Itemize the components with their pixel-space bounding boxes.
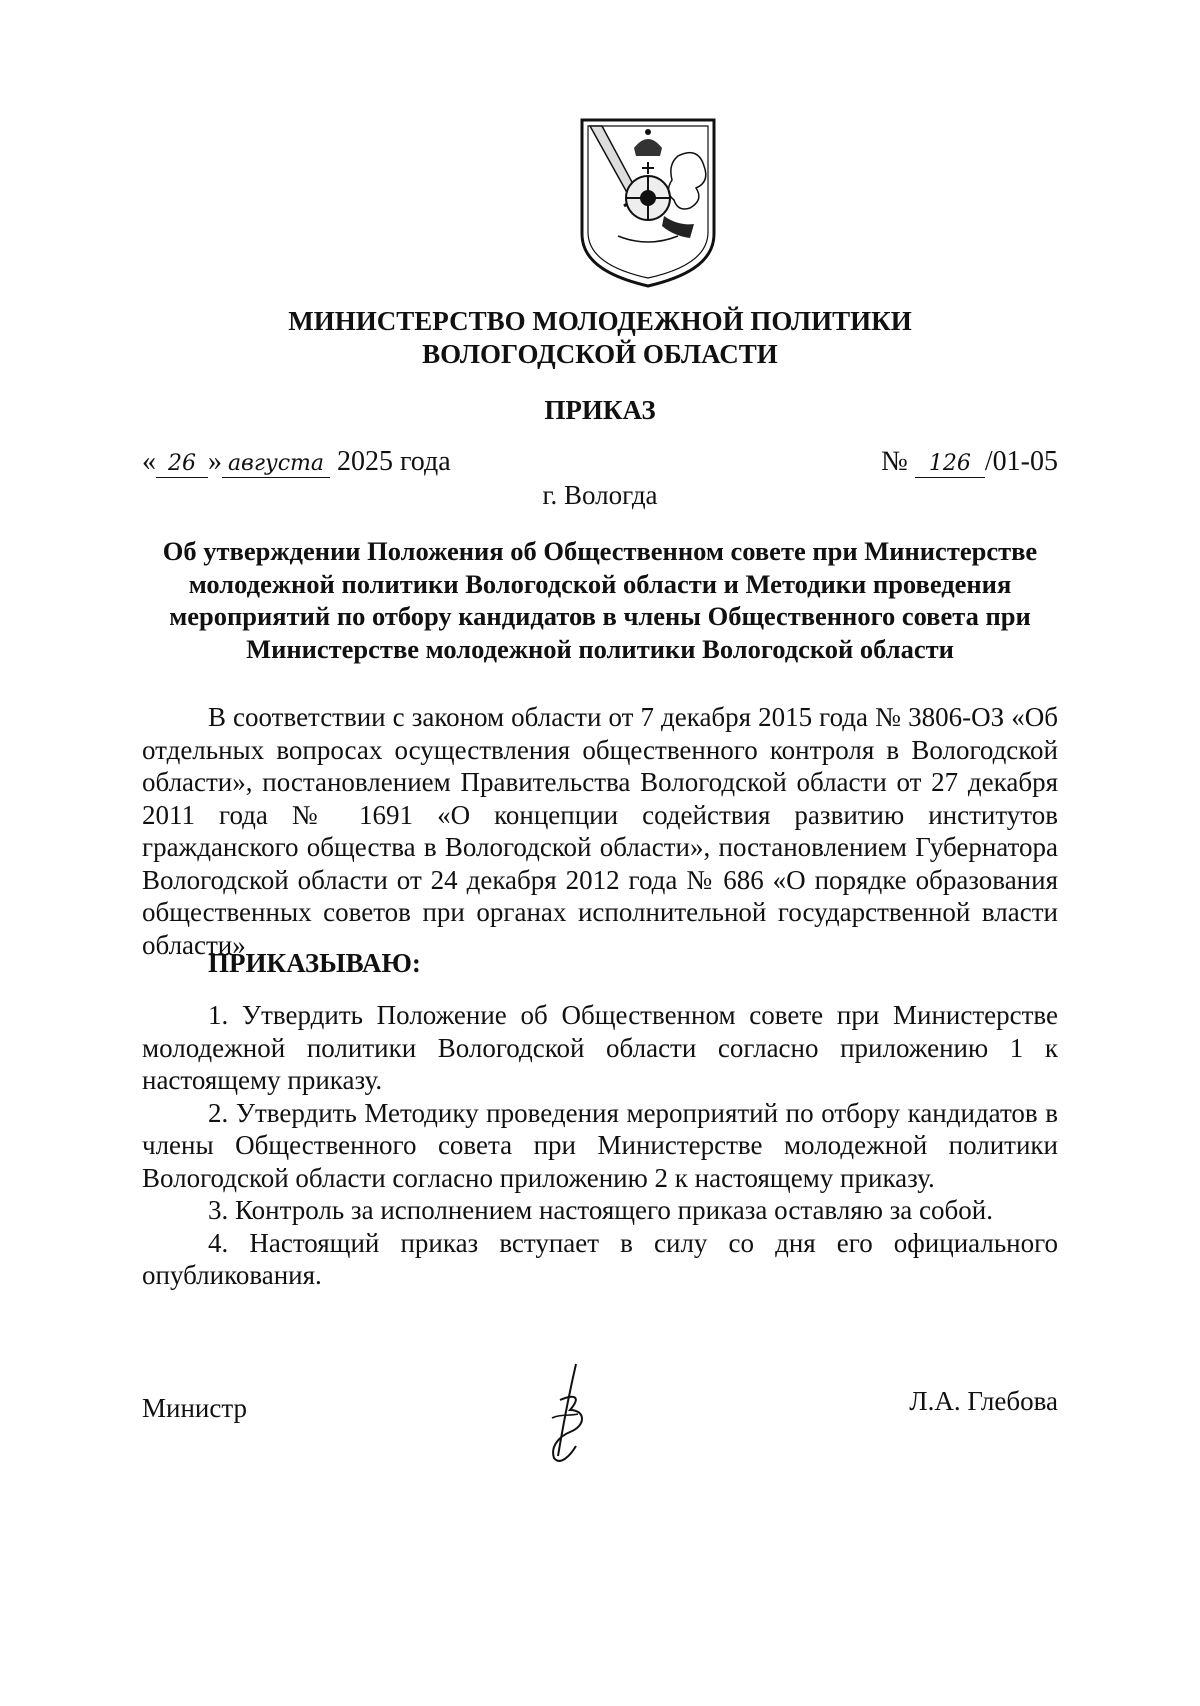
order-items	[142, 999, 1058, 1292]
order-item: 3. Контроль за исполнением настоящего приказа оставляю за собой.	[208, 1195, 993, 1225]
preamble: В соответствии с законом области от 7 декабря 2015 года № 3806-ОЗ «Об отдельных вопросах осуществления общественного контроля в Вологодской области», постановлением Правительства Вологодской области от 27 декабря 2011 года № 1691 «О концепции содействия развитию институтов гражданского общества в Вологодской области», постановлением Губернатора Вологодской области от 24 декабря 2012 года № 686 «О порядке образования общественных советов при органах исполнительной государственной власти области»	[142, 702, 1058, 960]
quote-close: »	[208, 446, 222, 477]
date-month: августа	[222, 451, 330, 478]
signatory-role: Министр	[142, 1393, 247, 1423]
subject-line4: Министерстве молодежной политики Вологодской области	[246, 633, 954, 664]
number-suffix: /01-05	[984, 446, 1058, 477]
organization-title	[0, 305, 1200, 371]
order-subject	[142, 535, 1058, 665]
order-number	[881, 446, 1058, 478]
org-title-line1: МИНИСТЕРСТВО МОЛОДЕЖНОЙ ПОЛИТИКИ	[288, 306, 912, 336]
quote-open: «	[142, 446, 156, 477]
number-prefix: №	[881, 446, 908, 477]
order-date	[142, 446, 451, 478]
signatory-name: Л.А. Глебова	[909, 1386, 1058, 1416]
order-word: ПРИКАЗЫВАЮ:	[208, 948, 421, 978]
number-value: 126	[915, 451, 985, 478]
vologda-coat-of-arms-icon	[578, 116, 718, 288]
date-year: 2025 года	[337, 446, 451, 477]
order-item: 1. Утвердить Положение об Общественном совете при Министерстве молодежной политики Вологодской области согласно приложению 1 к настоящему приказу.	[142, 1000, 1058, 1095]
city: г. Вологда	[542, 480, 658, 510]
subject-line3: мероприятий по отбору кандидатов в члены Общественного совета при	[169, 601, 1031, 631]
org-title-line2: ВОЛОГОДСКОЙ ОБЛАСТИ	[422, 339, 778, 369]
order-item: 2. Утвердить Методику проведения мероприятий по отбору кандидатов в члены Общественного совета при Министерстве молодежной политики Вологодской области согласно приложению 2 к настоящему приказу.	[142, 1097, 1058, 1193]
order-item: 4. Настоящий приказ вступает в силу со дня его официального опубликования.	[142, 1227, 1058, 1290]
document-type: ПРИКАЗ	[544, 395, 656, 425]
date-day: 26	[156, 451, 208, 478]
subject-line1: Об утверждении Положения об Общественном совете при Министерстве	[162, 536, 1038, 566]
subject-line2: молодежной политики Вологодской области и Методики проведения	[188, 568, 1012, 599]
handwritten-signature-icon	[530, 1360, 600, 1470]
